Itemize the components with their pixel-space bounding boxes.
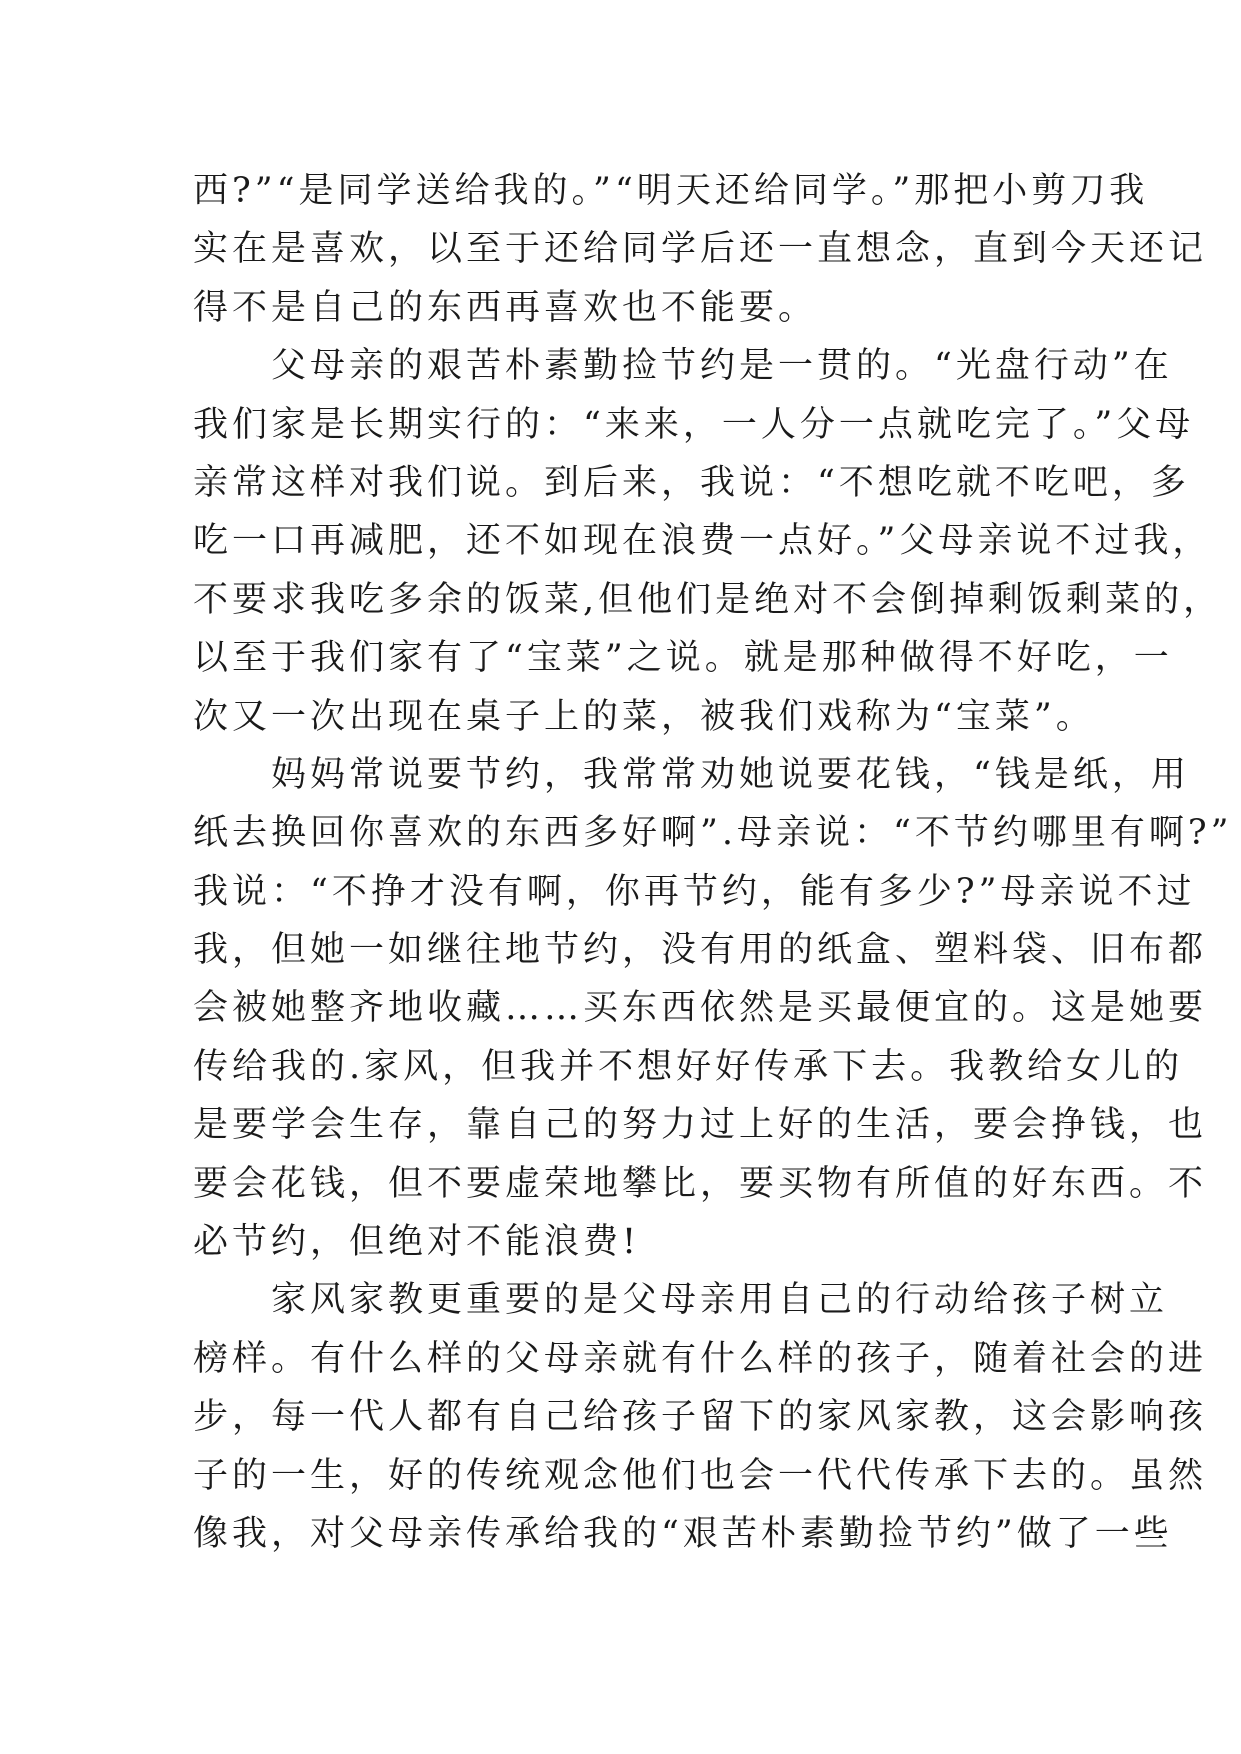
- text-line: 是要学会生存，靠自己的努力过上好的生活，要会挣钱，也: [193, 1105, 1208, 1146]
- text-line: 吃一口再减肥，还不如现在浪费一点好。”父母亲说不过我，: [193, 521, 1212, 562]
- text-line: 实在是喜欢，以至于还给同学后还一直想念，直到今天还记: [193, 229, 1208, 270]
- text-line: 我，但她一如继往地节约，没有用的纸盒、塑料袋、旧布都: [193, 930, 1208, 971]
- text-line: 我们家是长期实行的：“来来，一人分一点就吃完了。”父母: [193, 404, 1195, 445]
- text-line: 得不是自己的东西再喜欢也不能要。: [193, 287, 818, 328]
- text-line: 传给我的.家风，但我并不想好好传承下去。我教给女儿的: [193, 1046, 1184, 1087]
- text-line: 榜样。有什么样的父母亲就有什么样的孩子，随着社会的进: [193, 1338, 1208, 1379]
- text-line: 我说：“不挣才没有啊，你再节约，能有多少?”母亲说不过: [193, 871, 1196, 912]
- text-line: 会被她整齐地收藏……买东西依然是买最便宜的。这是她要: [193, 988, 1208, 1029]
- body-text: [193, 162, 1233, 1563]
- text-line: 西?”“是同学送给我的。”“明天还给同学。”那把小剪刀我: [193, 171, 1149, 211]
- text-line: 以至于我们家有了“宝菜”之说。就是那种做得不好吃，一: [193, 638, 1173, 679]
- paragraph-first-line: 父母亲的艰苦朴素勤捡节约是一贯的。“光盘行动”在: [271, 346, 1173, 387]
- text-line: 亲常这样对我们说。到后来，我说：“不想吃就不吃吧，多: [193, 462, 1190, 503]
- text-line: 次又一次出现在桌子上的菜，被我们戏称为“宝菜”。: [193, 696, 1095, 737]
- text-line: 像我，对父母亲传承给我的“艰苦朴素勤捡节约”做了一些: [193, 1513, 1173, 1554]
- text-line: 步，每一代人都有自己给孩子留下的家风家教，这会影响孩: [193, 1397, 1208, 1438]
- text-line: 不要求我吃多余的饭菜,但他们是绝对不会倒掉剩饭剩菜的，: [193, 579, 1223, 620]
- paragraph-first-line: 妈妈常说要节约，我常常劝她说要花钱，“钱是纸，用: [271, 754, 1190, 795]
- text-line: 必节约，但绝对不能浪费!: [193, 1222, 641, 1263]
- text-line: 要会花钱，但不要虚荣地攀比，要买物有所值的好东西。不: [193, 1163, 1208, 1204]
- text-line: 子的一生，好的传统观念他们也会一代代传承下去的。虽然: [193, 1455, 1208, 1496]
- text-line: 纸去换回你喜欢的东西多好啊”.母亲说：“不节约哪里有啊?”: [193, 813, 1233, 854]
- paragraph-first-line: 家风家教更重要的是父母亲用自己的行动给孩子树立: [271, 1280, 1169, 1321]
